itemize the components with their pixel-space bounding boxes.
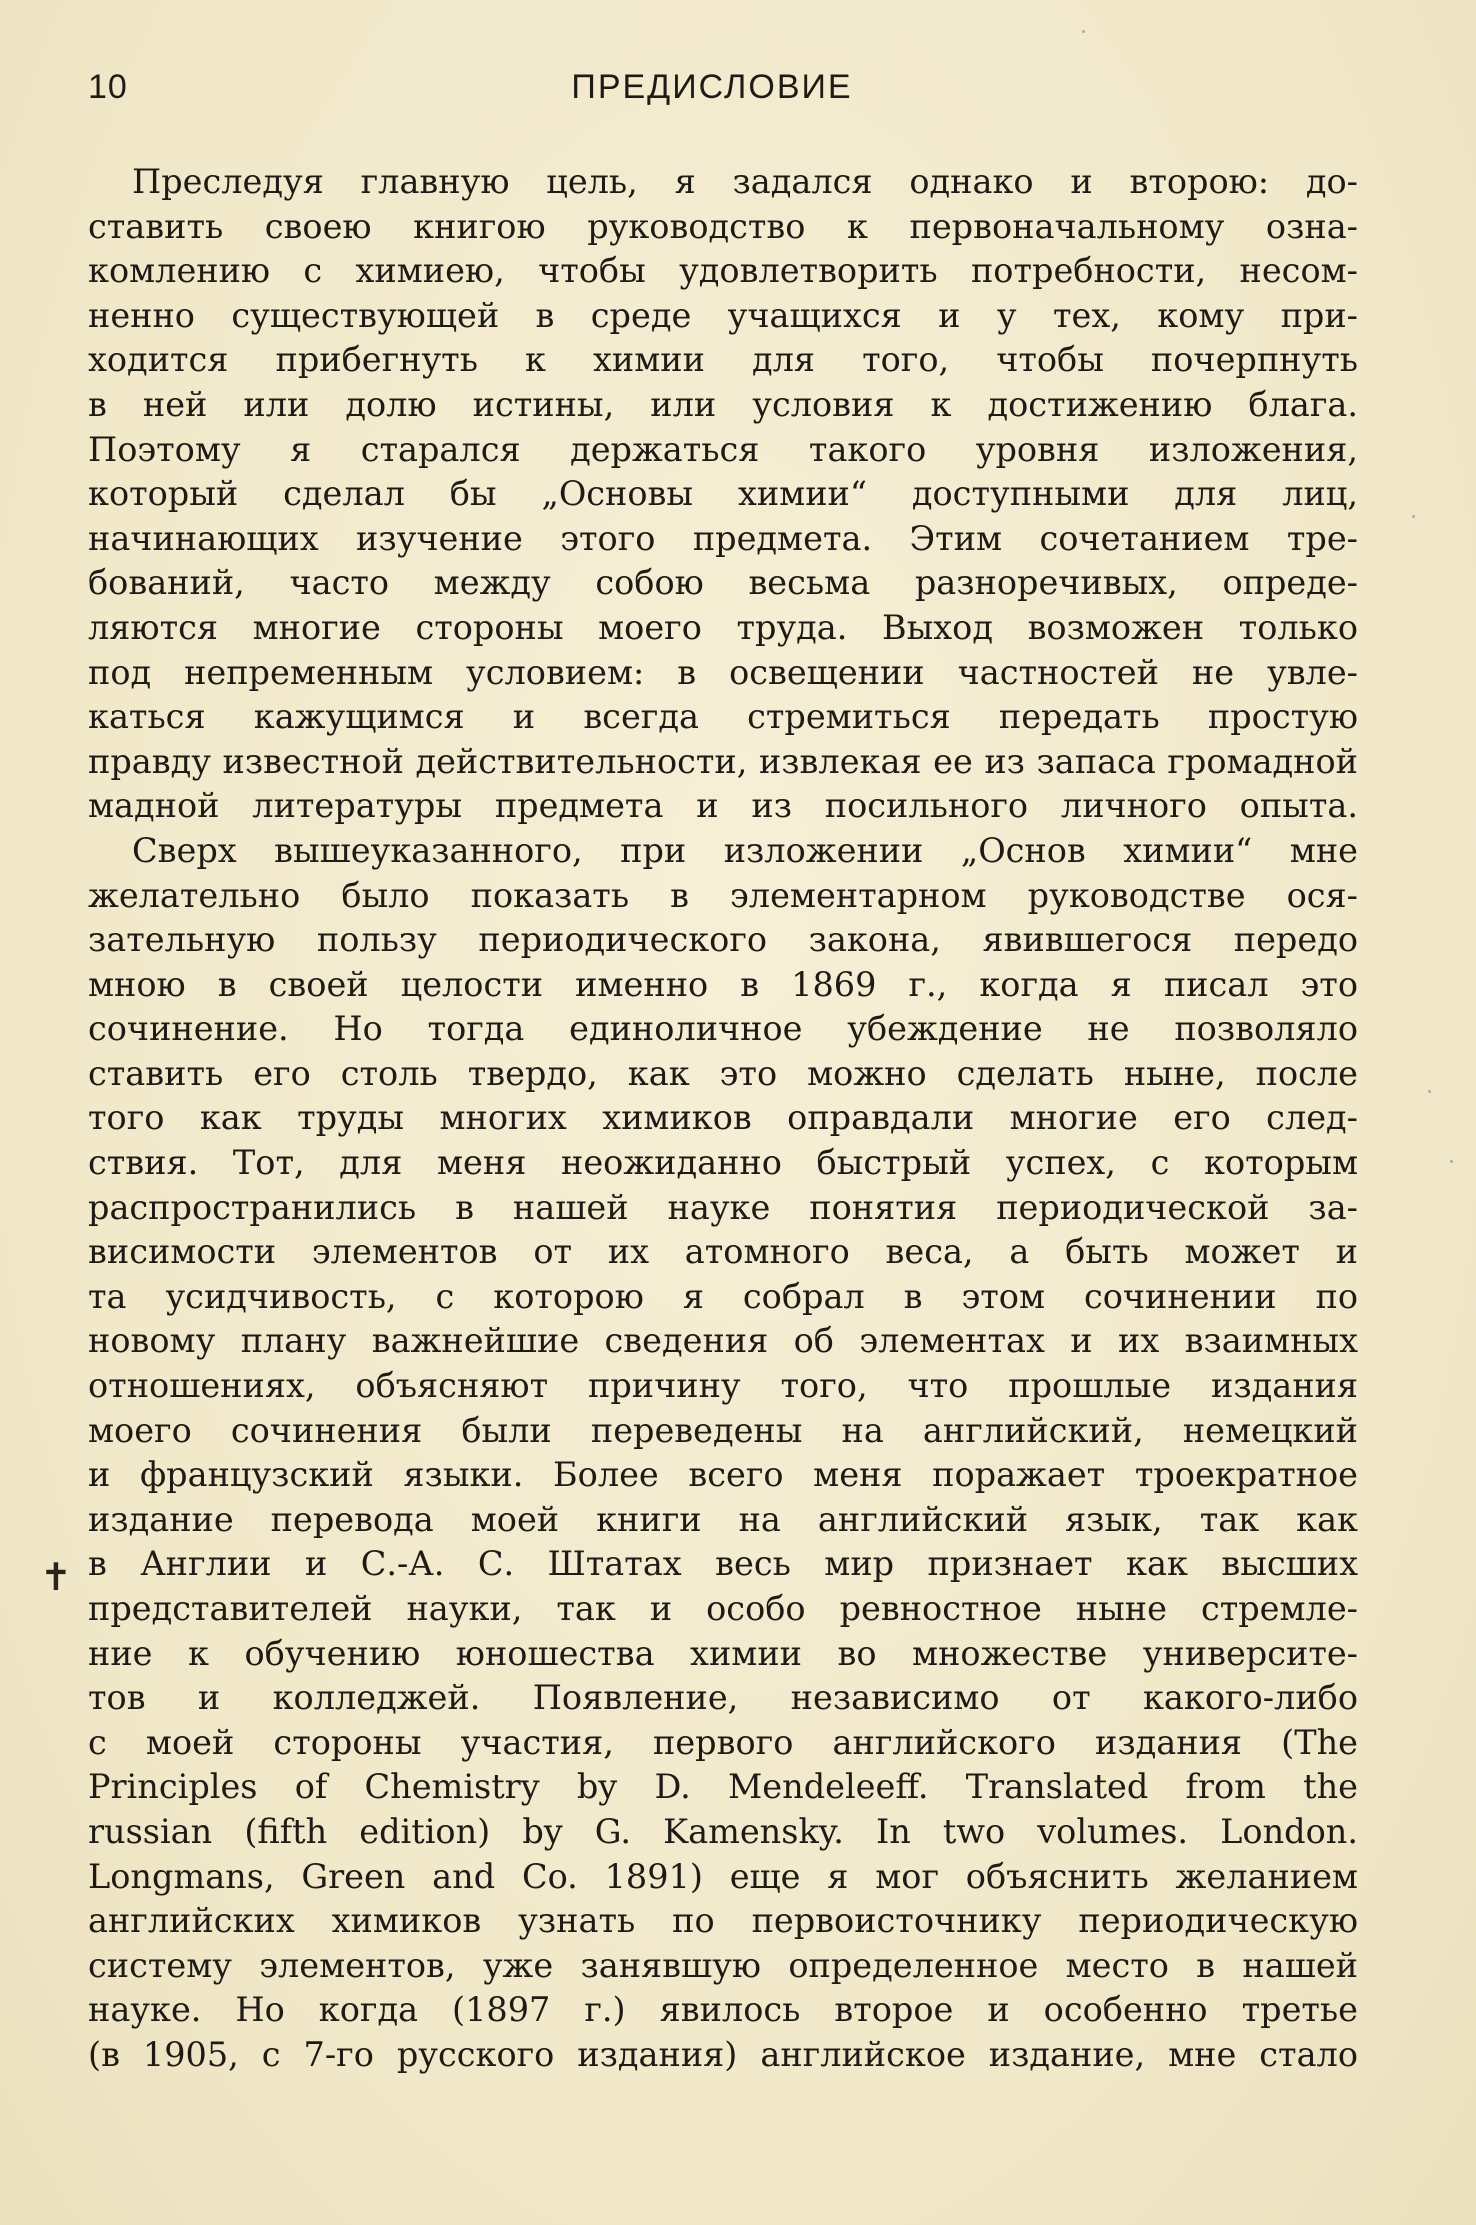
- text-line: начинающих изучение этого предмета. Этим сочетанием тре-: [88, 518, 1358, 558]
- text-line: сочинение. Но тогда единоличное убеждение не позволяло: [88, 1009, 1358, 1049]
- text-line: который сделал бы „Основы химии“ доступными для лиц,: [88, 474, 1358, 514]
- text-line: английских химиков узнать по первоисточнику периодическую: [88, 1901, 1358, 1941]
- paper-speck: [1412, 515, 1415, 518]
- text-line: с моей стороны участия, первого английского издания (The: [88, 1722, 1358, 1762]
- text-line: Поэтому я старался держаться такого уровня изложения,: [88, 429, 1358, 469]
- text-line: ходится прибегнуть к химии для того, чтобы почерпнуть: [88, 340, 1358, 380]
- text-line: та усидчивость, с которою я собрал в этом сочинении по: [88, 1276, 1358, 1316]
- text-line: Principles of Chemistry by D. Mendeleeff. Translated from the: [88, 1767, 1358, 1807]
- text-line: ствия. Тот, для меня неожиданно быстрый успех, с которым: [88, 1143, 1358, 1183]
- text-line: распространились в нашей науке понятия периодической за-: [88, 1187, 1358, 1227]
- page-number: 10: [88, 68, 128, 106]
- text-line: того как труды многих химиков оправдали многие его след-: [88, 1098, 1358, 1138]
- text-line: правду известной действительности, извлекая ее из запаса громадной: [88, 741, 1358, 781]
- text-line: бований, часто между собою весьма разноречивых, опреде-: [88, 563, 1358, 603]
- text-line: russian (fifth edition) by G. Kamensky. In two volumes. London.: [88, 1811, 1358, 1851]
- text-line: ставить своею книгою руководство к первоначальному озна-: [88, 206, 1358, 246]
- text-line: ненно существующей в среде учащихся и у тех, кому при-: [88, 295, 1358, 335]
- text-line: Longmans, Green and Co. 1891) еще я мог объяснить желанием: [88, 1856, 1358, 1896]
- text-line: комлению с химиею, чтобы удовлетворить потребности, несом-: [88, 251, 1358, 291]
- paper-speck: [1450, 1160, 1453, 1163]
- text-line: каться кажущимся и всегда стремиться передать простую: [88, 697, 1358, 737]
- text-line: в Англии и С.-А. С. Штатах весь мир признает как высших: [88, 1544, 1358, 1584]
- text-line: новому плану важнейшие сведения об элементах и их взаимных: [88, 1321, 1358, 1361]
- body-text: [88, 160, 1358, 2078]
- text-line: ляются многие стороны моего труда. Выход возможен только: [88, 607, 1358, 647]
- text-line: тов и колледжей. Появление, независимо от какого-либо: [88, 1678, 1358, 1718]
- paper-speck: [1428, 1090, 1431, 1093]
- text-line: Преследуя главную цель, я задался однако и второю: до-: [132, 162, 1358, 201]
- text-line: и французский языки. Более всего меня поражает троекратное: [88, 1455, 1358, 1495]
- text-line: ставить его столь твердо, как это можно сделать ныне, после: [88, 1053, 1358, 1093]
- text-line: представителей науки, так и особо ревностное ныне стремле-: [88, 1589, 1358, 1628]
- paper-speck: [1082, 30, 1085, 33]
- text-line: ние к обучению юношества химии во множестве университе-: [88, 1633, 1358, 1673]
- running-title: ПРЕДИСЛОВИЕ: [571, 68, 853, 106]
- text-line: зательную пользу периодического закона, явившегося передо: [88, 920, 1358, 960]
- text-line: Сверх вышеуказанного, при изложении „Основ химии“ мне: [132, 830, 1358, 870]
- text-line: висимости элементов от их атомного веса, а быть может и: [88, 1232, 1358, 1272]
- text-line: науке. Но когда (1897 г.) явилось второе и особенно третье: [88, 1990, 1358, 2030]
- margin-mark: ✝: [40, 1555, 72, 1599]
- text-line: мною в своей целости именно в 1869 г., когда я писал это: [88, 964, 1358, 1004]
- page-header: [88, 68, 1336, 118]
- text-line: моего сочинения были переведены на английский, немецкий: [88, 1410, 1358, 1450]
- text-line: в ней или долю истины, или условия к достижению блага.: [88, 384, 1358, 424]
- text-line: систему элементов, уже занявшую определенное место в нашей: [88, 1945, 1358, 1985]
- text-line: издание перевода моей книги на английский язык, так как: [88, 1499, 1358, 1539]
- text-line: мадной литературы предмета и из посильного личного опыта.: [88, 786, 1358, 826]
- text-line: отношениях, объясняют причину того, что прошлые издания: [88, 1366, 1358, 1406]
- text-line: под непременным условием: в освещении частностей не увле-: [88, 652, 1358, 692]
- text-line: (в 1905, с 7-го русского издания) английское издание, мне стало: [88, 2034, 1358, 2074]
- text-line: желательно было показать в элементарном руководстве ося-: [88, 875, 1358, 915]
